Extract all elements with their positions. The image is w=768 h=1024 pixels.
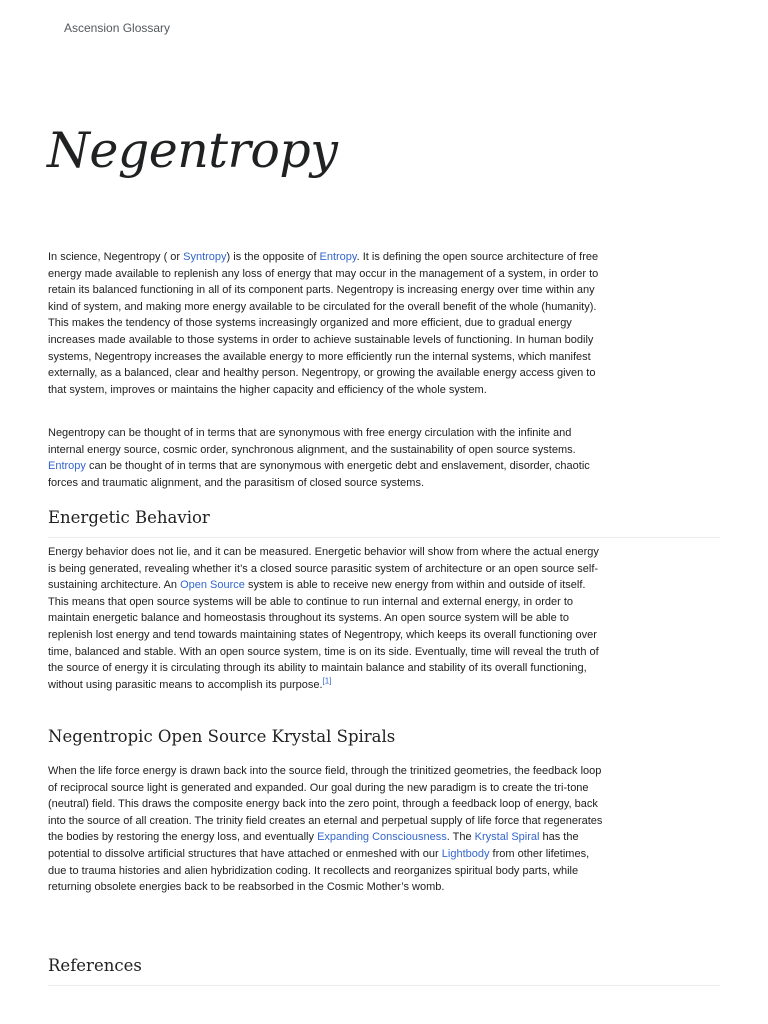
krystal-spiral-link[interactable]: Krystal Spiral [474, 831, 540, 844]
open-source-link[interactable]: Open Source [180, 579, 245, 592]
breadcrumb[interactable]: Ascension Glossary [64, 21, 171, 35]
entropy-link[interactable]: Entropy [319, 251, 357, 263]
section-heading-krystal-spirals: Negentropic Open Source Krystal Spirals [48, 727, 396, 746]
intro-paragraph: In science, Negentropy ( or Syntropy) is the opposite of Entropy. It is defining the open source architecture of free energy made available to replenish any loss of energy that may occur in the management of a system, in order to retain its balanced functioning in all of its component parts. Negentropy is increasing energy over time within any kind of system, and making more energy available to be circulated for the overall benefit of the whole (humanity). This makes the tendency of those systems increasingly organized and more efficient, due to gradual energy increases made available to those systems in order to achieve sustainable levels of functioning. In human bodily systems, Negentropy increases the available energy to more efficiently run the internal systems, which manifest externally, as a balanced, clear and healthy person. Negentropy, or growing the available energy access given to that system, improves or maintains the higher capacity and efficiency of the whole system. [48, 251, 599, 396]
section-divider-references [48, 985, 720, 986]
entropy-link-2[interactable]: Entropy [48, 460, 86, 473]
krystal-spirals-paragraph: When the life force energy is drawn back into the source field, through the trinitized geometries, the feedback loop of reciprocal source light is generated and expanded. Our goal during the new paradigm is to create the tri-tone (neutral) field. This draws the composite energy back into the zero point, through a feedback loop of energy, back into the source of all creation. The trinity field creates an eternal and perpetual supply of life force that regenerates the bodies by restoring the energy loss, and eventually Expanding Consciousness. The Krystal Spiral has the potential to dissolve artificial structures that have attached or enmeshed with our Lightbody from other lifetimes, due to trauma histories and alien hybridization coding. It recollects and reorganizes spiritual body parts, while returning obsolete energies back to be reabsorbed in the Cosmic Mother’s womb. [48, 765, 603, 894]
lightbody-link[interactable]: Lightbody [441, 847, 490, 860]
energetic-behavior-paragraph: Energy behavior does not lie, and it can be measured. Energetic behavior will show from where the actual energy is being generated, revealing whether it’s a closed source parasitic system of architecture or an open source self-sustaining architecture. An Open Source system is able to receive new energy from within and outside of itself. This means that open source systems will be able to continue to run internal and external energy, in order to maintain energetic balance and homeostasis throughout its systems. An open source system will be able to replenish lost energy and tend towards maintaining states of Negentropy, which keeps its overall functioning over time, balanced and stable. With an open source system, time is on its side. Eventually, time will reveal the truth of the source of energy it is circulating through its ability to maintain balance and stability of its overall functioning, without using parasitic means to accomplish its purpose.[1] [48, 546, 599, 691]
synonyms-paragraph: Negentropy can be thought of in terms that are synonymous with free energy circulation with the infinite and internal energy source, cosmic order, synchronous alignment, and the sustainability of open source systems. Entropy can be thought of in terms that are synonymous with energetic debt and enslavement, disorder, chaotic forces and traumatic alignment, and the parasitism of closed source systems. [48, 427, 590, 489]
page-title: Negentropy [47, 122, 338, 179]
section-divider [48, 537, 720, 538]
expanding-consciousness-link[interactable]: Expanding Consciousness [317, 831, 447, 844]
reference-link-1[interactable]: [1] [322, 676, 332, 686]
section-heading-references: References [48, 956, 142, 975]
section-heading-energetic-behavior: Energetic Behavior [48, 508, 210, 527]
syntropy-link[interactable]: Syntropy [183, 251, 227, 263]
